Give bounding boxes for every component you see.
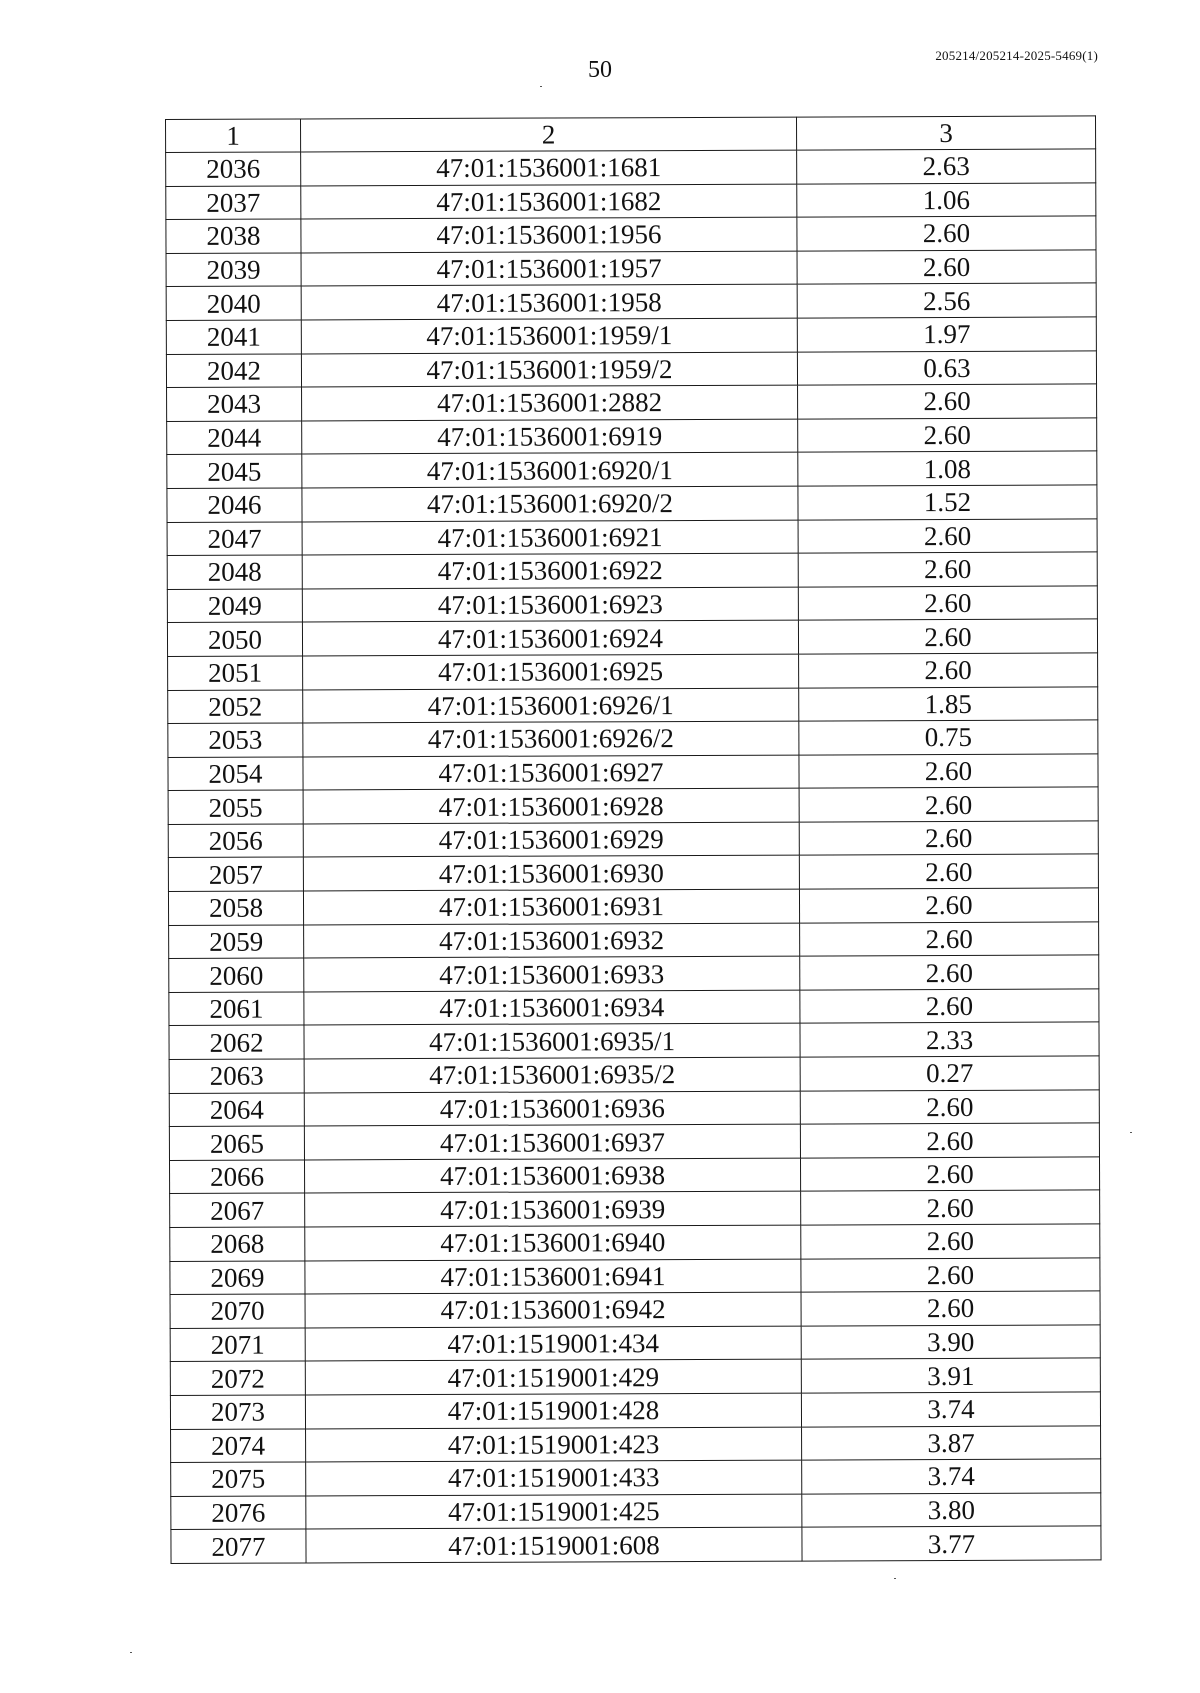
row-number-cell: 2044 [167,421,302,455]
table-row [171,1526,1101,1563]
value-cell: 2.60 [798,418,1097,453]
value-cell: 2.60 [798,518,1097,553]
row-number-cell: 2052 [168,689,303,723]
cadastral-number-cell: 47:01:1536001:1959/1 [301,318,797,353]
value-cell: 2.60 [801,1258,1100,1293]
value-cell: 2.60 [799,854,1098,889]
cadastral-number-cell: 47:01:1536001:6920/2 [302,486,798,521]
cadastral-number-cell: 47:01:1536001:6923 [302,587,798,622]
cadastral-number-cell: 47:01:1536001:6942 [305,1292,801,1327]
cadastral-number-cell: 47:01:1536001:6935/2 [304,1057,800,1092]
table-row [169,1056,1099,1093]
row-number-cell: 2066 [169,1160,304,1194]
table-row [169,922,1099,959]
cadastral-number-cell: 47:01:1519001:434 [305,1326,801,1361]
table-row [167,586,1097,623]
value-cell: 2.63 [797,149,1096,184]
cadastral-number-cell: 47:01:1536001:6929 [303,822,799,857]
row-number-cell: 2036 [166,152,301,186]
table-header [166,116,1096,153]
table-container [165,115,1101,1563]
table-row [167,384,1097,421]
value-cell: 2.60 [801,1291,1100,1326]
table-row [166,183,1096,220]
table-row [169,1157,1099,1194]
scan-speck [894,1578,896,1579]
row-number-cell: 2051 [168,656,303,690]
row-number-cell: 2076 [171,1496,306,1530]
table-row [170,1224,1100,1261]
column-header-cadastral: 2 [301,117,797,152]
table-body [166,149,1101,1563]
row-number-cell: 2048 [167,555,302,589]
value-cell: 1.06 [797,183,1096,218]
value-cell: 2.60 [799,754,1098,789]
cadastral-number-cell: 47:01:1536001:6939 [305,1191,801,1226]
row-number-cell: 2045 [167,454,302,488]
cadastral-number-cell: 47:01:1536001:6937 [304,1124,800,1159]
table-row [168,686,1098,723]
page-number: 50 [588,57,612,83]
row-number-cell: 2071 [170,1328,305,1362]
value-cell: 2.60 [799,653,1098,688]
value-cell: 1.52 [798,485,1097,520]
row-number-cell: 2064 [169,1093,304,1127]
table-row [166,250,1096,287]
value-cell: 2.60 [799,787,1098,822]
cadastral-number-cell: 47:01:1536001:6932 [304,923,800,958]
cadastral-number-cell: 47:01:1536001:1957 [301,251,797,286]
header-row [166,116,1096,153]
value-cell: 3.87 [802,1425,1101,1460]
table-row [170,1358,1100,1395]
table-row [170,1392,1100,1429]
cadastral-number-cell: 47:01:1536001:1681 [301,150,797,185]
table-row [169,1123,1099,1160]
row-number-cell: 2058 [168,891,303,925]
cadastral-number-cell: 47:01:1536001:6931 [303,889,799,924]
cadastral-number-cell: 47:01:1536001:6941 [305,1259,801,1294]
row-number-cell: 2060 [169,958,304,992]
row-number-cell: 2037 [166,186,301,220]
cadastral-number-cell: 47:01:1536001:6936 [304,1091,800,1126]
cadastral-number-cell: 47:01:1536001:6928 [303,788,799,823]
row-number-cell: 2063 [169,1059,304,1093]
row-number-cell: 2077 [171,1529,306,1563]
column-header-value: 3 [796,116,1095,150]
row-number-cell: 2074 [171,1429,306,1463]
row-number-cell: 2061 [169,992,304,1026]
value-cell: 3.74 [802,1459,1101,1494]
cadastral-number-cell: 47:01:1519001:425 [306,1494,802,1529]
row-number-cell: 2070 [170,1294,305,1328]
scan-speck [540,86,542,87]
cadastral-number-cell: 47:01:1536001:6921 [302,520,798,555]
value-cell: 1.85 [799,686,1098,721]
table-row [169,989,1099,1026]
row-number-cell: 2056 [168,824,303,858]
parcel-table [165,115,1102,1564]
row-number-cell: 2055 [168,790,303,824]
row-number-cell: 2041 [166,320,301,354]
cadastral-number-cell: 47:01:1536001:6930 [303,856,799,891]
value-cell: 2.60 [798,384,1097,419]
cadastral-number-cell: 47:01:1519001:429 [305,1359,801,1394]
table-row [171,1425,1101,1462]
table-row [169,1090,1099,1127]
cadastral-number-cell: 47:01:1536001:6940 [305,1225,801,1260]
table-row [166,149,1096,186]
value-cell: 2.60 [798,586,1097,621]
table-row [167,418,1097,455]
value-cell: 0.63 [797,350,1096,385]
table-row [167,485,1097,522]
cadastral-number-cell: 47:01:1536001:6934 [304,990,800,1025]
value-cell: 0.75 [799,720,1098,755]
cadastral-number-cell: 47:01:1536001:6925 [303,654,799,689]
value-cell: 3.74 [801,1392,1100,1427]
document-reference: 205214/205214-2025-5469(1) [935,48,1098,63]
cadastral-number-cell: 47:01:1536001:6919 [302,419,798,454]
row-number-cell: 2075 [171,1462,306,1496]
row-number-cell: 2062 [169,1025,304,1059]
cadastral-number-cell: 47:01:1536001:1956 [301,217,797,252]
table-row [169,955,1099,992]
cadastral-number-cell: 47:01:1536001:1959/2 [301,352,797,387]
table-row [171,1459,1101,1496]
cadastral-number-cell: 47:01:1536001:6922 [302,553,798,588]
table-row [167,552,1097,589]
value-cell: 2.60 [801,1190,1100,1225]
table-row [169,1022,1099,1059]
cadastral-number-cell: 47:01:1519001:433 [306,1460,802,1495]
table-row [170,1291,1100,1328]
row-number-cell: 2047 [167,522,302,556]
row-number-cell: 2057 [168,857,303,891]
row-number-cell: 2054 [168,757,303,791]
cadastral-number-cell: 47:01:1519001:428 [305,1393,801,1428]
row-number-cell: 2067 [170,1193,305,1227]
value-cell: 2.60 [797,216,1096,251]
scan-speck [1130,1132,1132,1133]
row-number-cell: 2040 [166,286,301,320]
table-row [166,283,1096,320]
table-row [168,720,1098,757]
cadastral-number-cell: 47:01:1536001:6926/1 [303,688,799,723]
scan-speck [130,1652,132,1653]
table-row [167,619,1097,656]
value-cell: 2.60 [801,1224,1100,1259]
value-cell: 2.56 [797,283,1096,318]
value-cell: 3.90 [801,1325,1100,1360]
row-number-cell: 2038 [166,219,301,253]
row-number-cell: 2043 [167,387,302,421]
row-number-cell: 2039 [166,253,301,287]
row-number-cell: 2042 [166,354,301,388]
cadastral-number-cell: 47:01:1519001:608 [306,1527,802,1562]
cadastral-number-cell: 47:01:1536001:2882 [302,385,798,420]
table-row [167,451,1097,488]
row-number-cell: 2073 [170,1395,305,1429]
value-cell: 2.60 [799,821,1098,856]
table-row [166,216,1096,253]
value-cell: 2.60 [800,1123,1099,1158]
value-cell: 2.60 [800,955,1099,990]
cadastral-number-cell: 47:01:1536001:1958 [301,284,797,319]
value-cell: 2.60 [800,989,1099,1024]
table-row [168,854,1098,891]
cadastral-number-cell: 47:01:1536001:6933 [304,956,800,991]
row-number-cell: 2072 [170,1361,305,1395]
cadastral-number-cell: 47:01:1536001:1682 [301,184,797,219]
row-number-cell: 2050 [167,622,302,656]
value-cell: 2.60 [798,619,1097,654]
cadastral-number-cell: 47:01:1536001:6927 [303,755,799,790]
value-cell: 2.60 [800,922,1099,957]
table-row [171,1493,1101,1530]
value-cell: 2.60 [800,1157,1099,1192]
value-cell: 1.97 [797,317,1096,352]
value-cell: 3.77 [802,1526,1101,1561]
table-row [168,888,1098,925]
cadastral-number-cell: 47:01:1536001:6938 [304,1158,800,1193]
table-row [166,350,1096,387]
row-number-cell: 2059 [169,925,304,959]
value-cell: 1.08 [798,451,1097,486]
row-number-cell: 2049 [167,589,302,623]
table-row [170,1325,1100,1362]
value-cell: 0.27 [800,1056,1099,1091]
value-cell: 2.60 [799,888,1098,923]
value-cell: 2.60 [797,250,1096,285]
column-header-number: 1 [166,119,301,153]
cadastral-number-cell: 47:01:1536001:6926/2 [303,721,799,756]
value-cell: 2.33 [800,1022,1099,1057]
cadastral-number-cell: 47:01:1536001:6920/1 [302,452,798,487]
table-row [168,787,1098,824]
table-row [170,1258,1100,1295]
cadastral-number-cell: 47:01:1536001:6924 [302,620,798,655]
value-cell: 3.80 [802,1493,1101,1528]
table-row [167,518,1097,555]
table-row [166,317,1096,354]
row-number-cell: 2068 [170,1227,305,1261]
table-row [170,1190,1100,1227]
table-row [168,754,1098,791]
value-cell: 2.60 [800,1090,1099,1125]
cadastral-number-cell: 47:01:1536001:6935/1 [304,1024,800,1059]
row-number-cell: 2069 [170,1261,305,1295]
row-number-cell: 2046 [167,488,302,522]
row-number-cell: 2065 [169,1126,304,1160]
value-cell: 3.91 [801,1358,1100,1393]
table-row [168,821,1098,858]
cadastral-number-cell: 47:01:1519001:423 [306,1427,802,1462]
value-cell: 2.60 [798,552,1097,587]
row-number-cell: 2053 [168,723,303,757]
table-row [168,653,1098,690]
